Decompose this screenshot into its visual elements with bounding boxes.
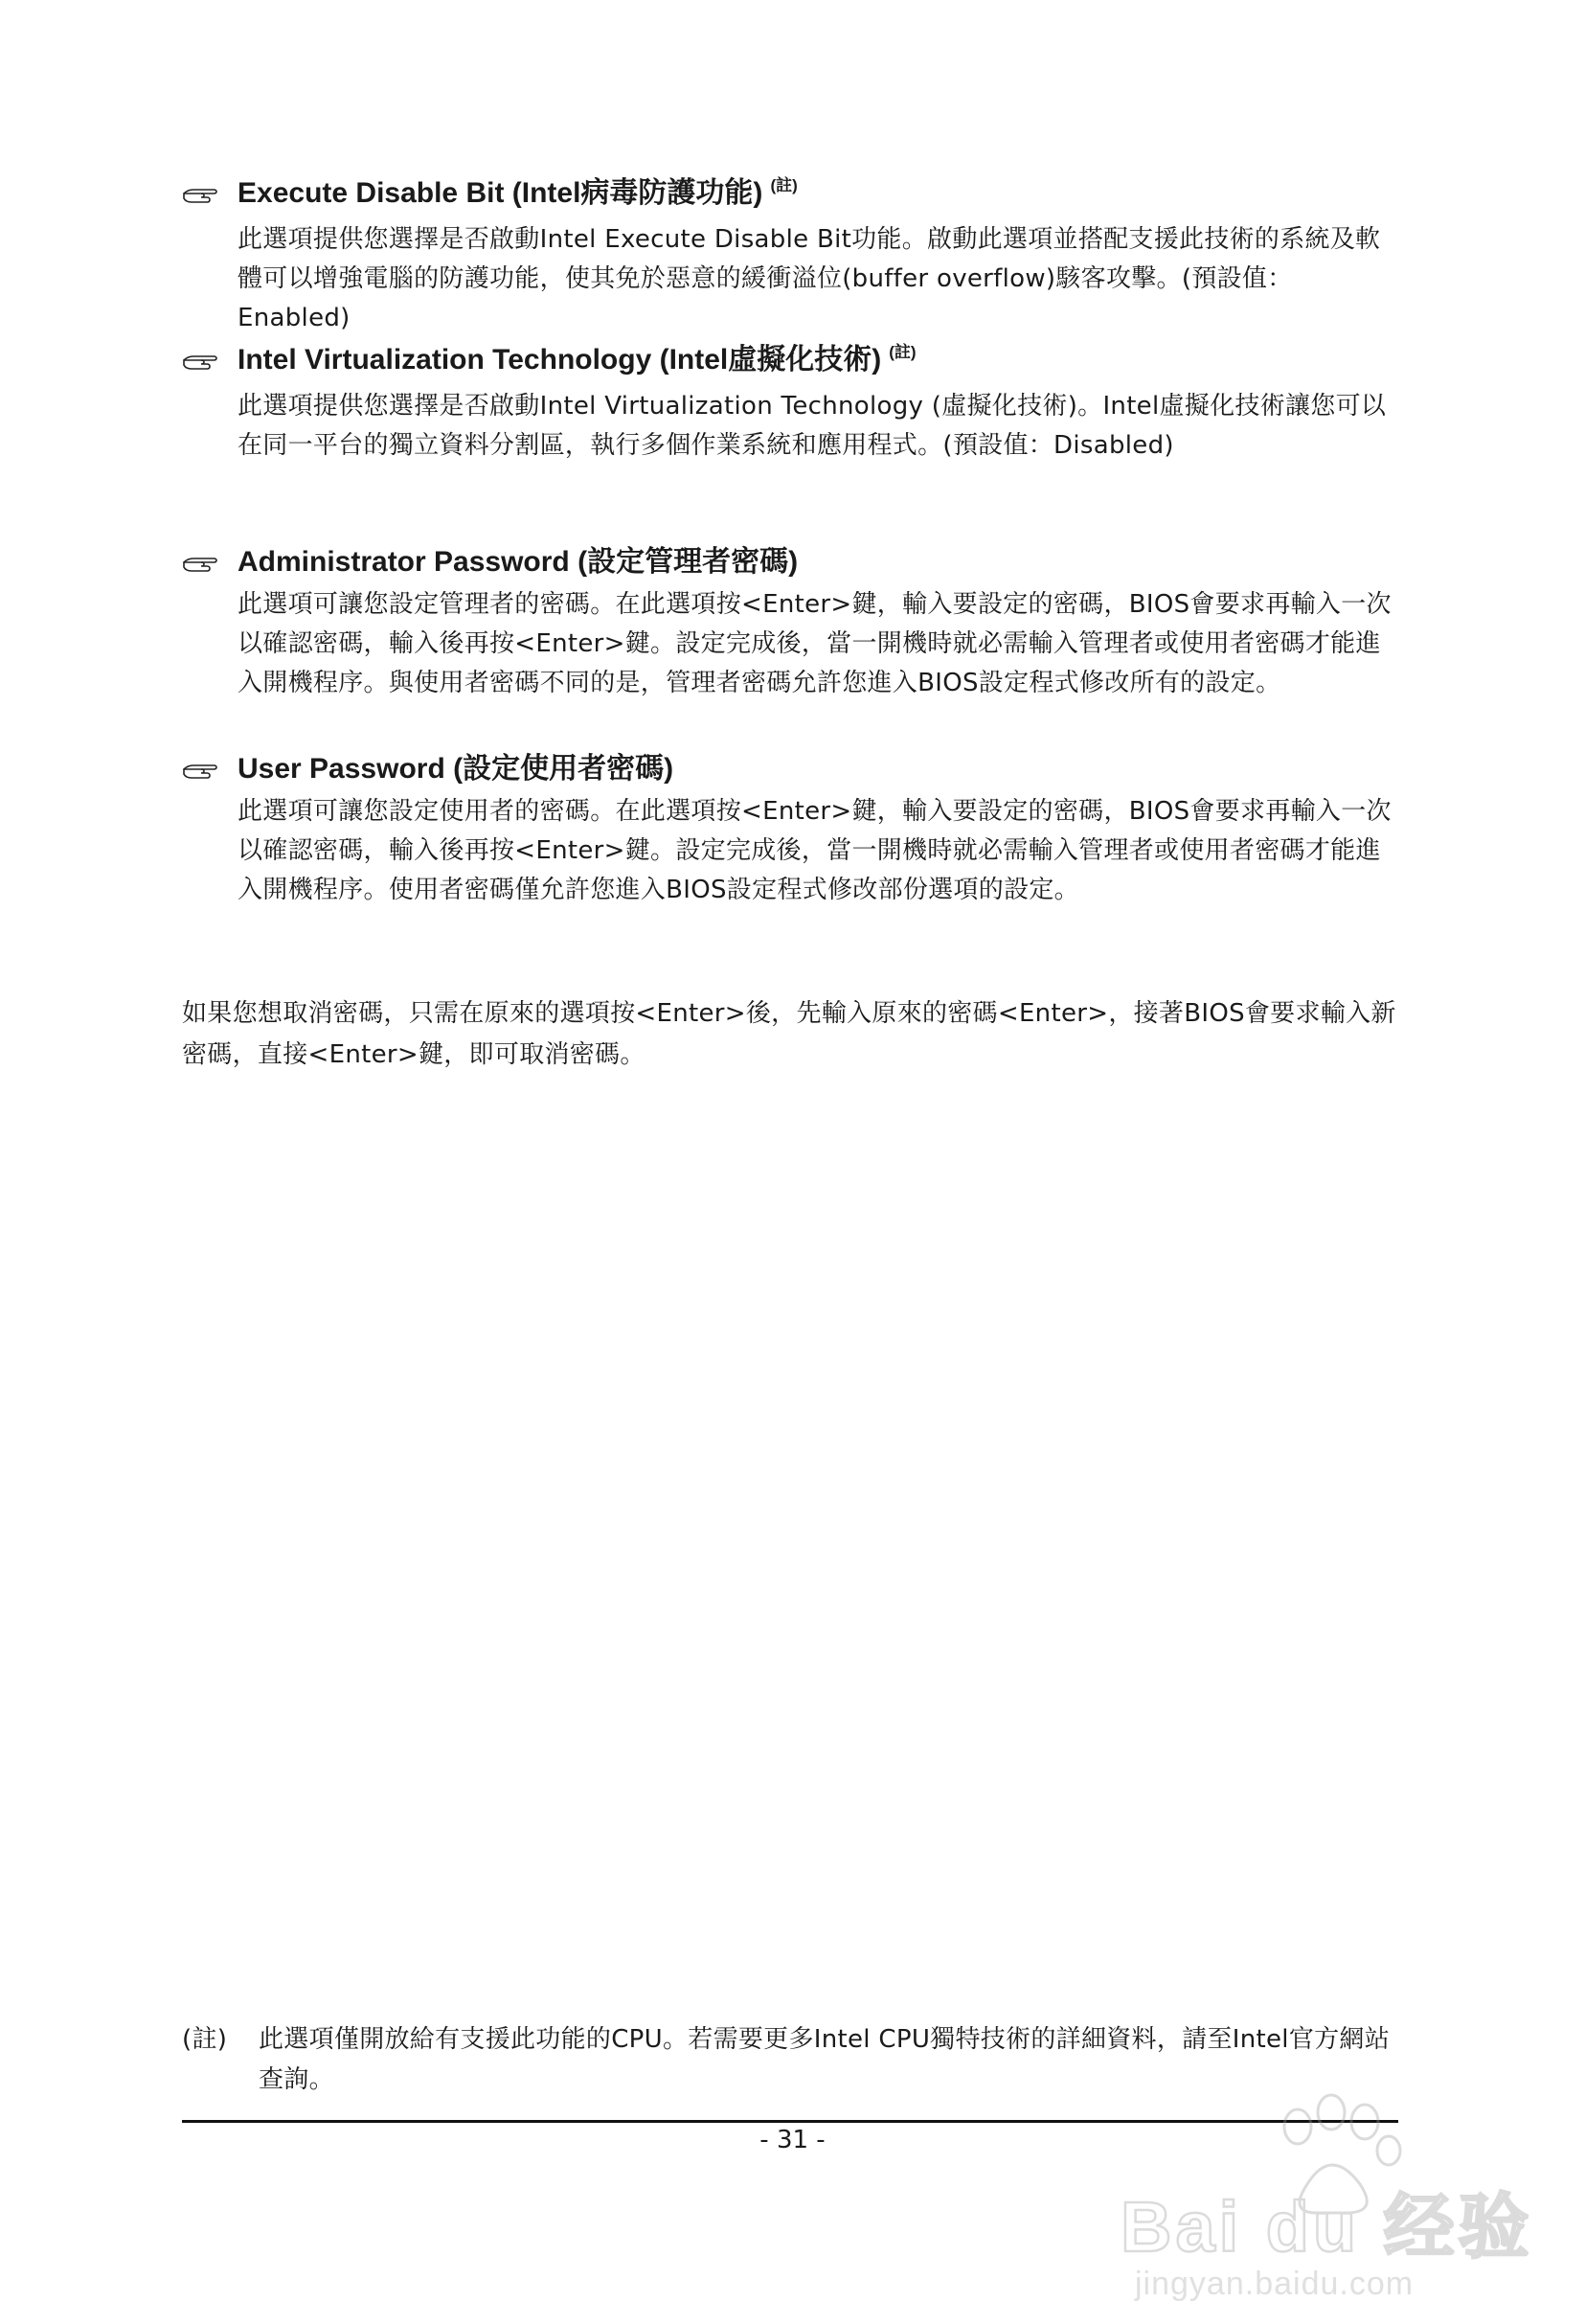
section-heading xyxy=(182,543,1398,581)
footnote-text: 此選項僅開放給有支援此功能的CPU。若需要更多Intel CPU獨特技術的詳細資料，請至Intel官方網站查詢。 xyxy=(259,2025,1391,2094)
section-user-password xyxy=(182,750,1398,910)
pointing-hand-icon xyxy=(182,185,218,204)
watermark-url: jingyan.baidu.com xyxy=(1135,2266,1415,2302)
heading-text: Intel Virtualization Technology (Intel虛擬化技術) xyxy=(238,344,882,376)
section-body: 此選項可讓您設定管理者的密碼。在此選項按<Enter>鍵，輸入要設定的密碼，BIOS會要求再輸入一次以確認密碼，輸入後再按<Enter>鍵。設定完成後，當一開機時就必需輸入管理者或使用者密碼才能進入開機程序。與使用者密碼不同的是，管理者密碼允許您進入BIOS設定程式修改所有的設定。 xyxy=(238,590,1392,697)
note-marker: (註) xyxy=(889,343,917,361)
section-heading xyxy=(182,341,1398,383)
pointing-hand-icon xyxy=(182,761,218,780)
section-intel-virtualization xyxy=(182,341,1398,466)
page-number: - 31 - xyxy=(759,2126,826,2154)
baidu-watermark-logo xyxy=(1101,2069,1580,2309)
heading-text: Execute Disable Bit (Intel病毒防護功能) xyxy=(238,177,763,209)
pointing-hand-icon xyxy=(182,554,218,573)
section-heading xyxy=(182,750,1398,788)
section-heading xyxy=(182,174,1398,216)
pointing-hand-icon xyxy=(182,352,218,371)
note-marker: (註) xyxy=(770,176,798,194)
cancel-password-paragraph: 如果您想取消密碼，只需在原來的選項按<Enter>後，先輸入原來的密碼<Enter>，接著BIOS會要求輸入新密碼，直接<Enter>鍵，即可取消密碼。 xyxy=(182,999,1396,1069)
section-body: 此選項提供您選擇是否啟動Intel Execute Disable Bit功能。啟動此選項並搭配支援此技術的系統及軟體可以增強電腦的防護功能，使其免於惡意的緩衝溢位(buffer overflow)駭客攻擊。(預設值：Enabled) xyxy=(238,225,1381,332)
section-execute-disable-bit xyxy=(182,174,1398,338)
watermark-logo-text: Bai du 经验 xyxy=(1121,2187,1533,2267)
footnote-mark: (註) xyxy=(182,2025,228,2054)
section-body: 此選項提供您選擇是否啟動Intel Virtualization Technology (虛擬化技術)。Intel虛擬化技術讓您可以在同一平台的獨立資料分割區，執行多個作業系統和應用程式。(預設值：Disabled) xyxy=(238,392,1387,460)
heading-text: User Password (設定使用者密碼) xyxy=(238,753,674,785)
heading-text: Administrator Password (設定管理者密碼) xyxy=(238,546,799,578)
section-body: 此選項可讓您設定使用者的密碼。在此選項按<Enter>鍵，輸入要設定的密碼，BIOS會要求再輸入一次以確認密碼，輸入後再按<Enter>鍵。設定完成後，當一開機時就必需輸入管理者或使用者密碼才能進入開機程序。使用者密碼僅允許您進入BIOS設定程式修改部份選項的設定。 xyxy=(238,797,1392,904)
section-administrator-password xyxy=(182,543,1398,703)
